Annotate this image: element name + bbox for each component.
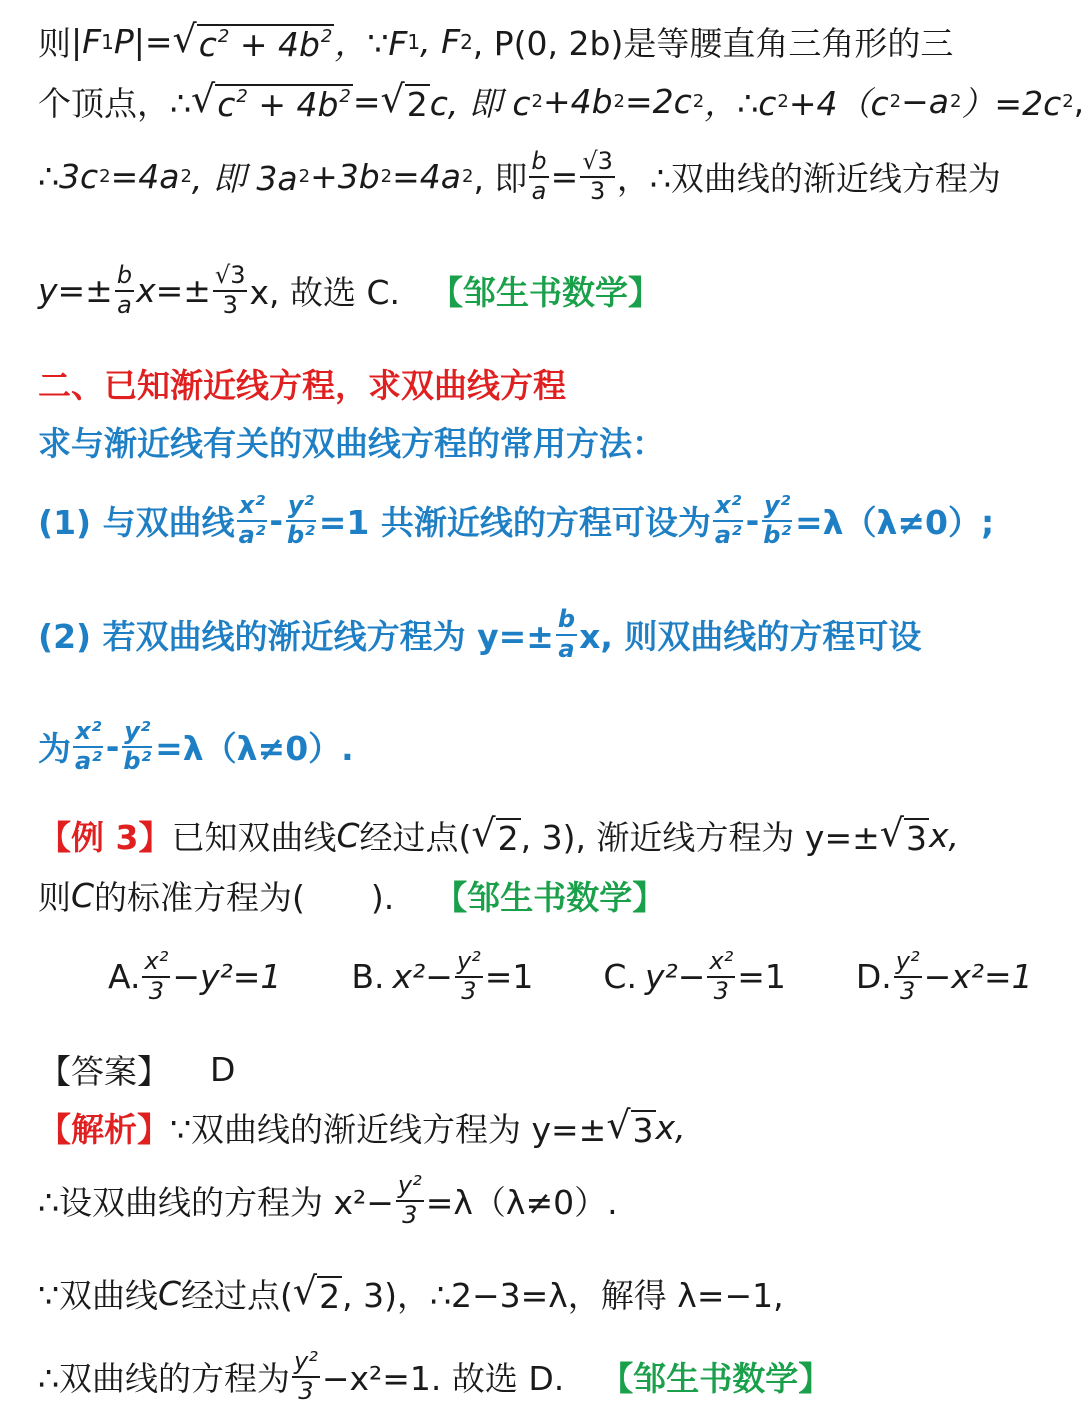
text: P|=	[113, 22, 173, 61]
option-d: D. $\frac{\text{y²}}{3}$ −x²=1	[855, 947, 1033, 1005]
option-b: B. x²− $\frac{\text{y²}}{3}$ =1	[351, 947, 534, 1005]
text: y=±	[38, 271, 113, 311]
fraction: $\frac{\text{y²}}{\text{b²}}$	[123, 717, 152, 775]
fraction: $\frac{\text{x²}}{\text{a²}}$	[238, 491, 266, 549]
fraction: $\frac{√3}{3}$	[582, 147, 613, 205]
sqrt: √ 2	[471, 810, 519, 858]
text: 个顶点，∴	[38, 84, 191, 123]
method-1: (1) 与双曲线 $\frac{\text{x²}}{\text{a²}}$ - $\frac{\text{y²}}{\text{b²}}$ =1 共渐近线的方程可设为 $\frac{\text{x²}}{\text{a²}}$ - $\frac{\text{y²}}{\text{b²}}$ =λ（λ≠0）;	[38, 491, 995, 549]
answer-tag: 【答案】	[38, 1052, 170, 1091]
brand-tag: 【邹生书数学】	[434, 878, 666, 917]
sqrt: √ 3	[879, 810, 927, 858]
text-line-1	[38, 18, 953, 65]
text: ∴3c	[38, 157, 99, 197]
brand-tag: 【邹生书数学】	[430, 273, 662, 313]
text: =	[352, 82, 381, 121]
text: , F	[420, 22, 461, 61]
text: |F	[71, 22, 102, 61]
text-line-2: 个顶点，∴ √ $c^2 + 4b^2$ = √ 2 c, 即 c 2 +4b 2 =2c 2 ，∴c 2 +4（c 2 −a 2 ）=2c 2 ,	[38, 76, 1084, 124]
text: , P(0, 2b)是等腰直角三角形的三	[472, 24, 954, 63]
sqrt: √ 3	[606, 1102, 654, 1150]
fraction: $\frac{\text{y²}}{\text{b²}}$	[763, 491, 791, 549]
subscript: 1	[407, 29, 421, 54]
text: c, 即 c	[429, 84, 531, 123]
brand-tag: 【邹生书数学】	[600, 1359, 832, 1399]
answer-options	[108, 948, 1033, 1005]
fraction: $\frac{b}{a}$	[531, 147, 547, 205]
solution-line-4: ∴双曲线的方程为 $\frac{\text{y²}}{3}$ −x²=1. 故选 D. 【邹生书数学】	[38, 1347, 832, 1405]
subscript: 2	[460, 29, 473, 54]
solution-tag: 【解析】	[38, 1110, 170, 1149]
text: x, 故选 C.	[249, 273, 401, 313]
fraction: $\frac{b}{a}$	[116, 261, 133, 319]
solution-line-3: ∵双曲线 C 经过点( √ 2 , 3)，∴2−3=λ，解得 λ=−1,	[38, 1268, 784, 1316]
section-heading: 二、已知渐近线方程，求双曲线方程	[38, 366, 566, 405]
sqrt: √ 2	[292, 1268, 341, 1316]
sqrt: √ 2	[380, 76, 428, 124]
text-line-4: y=± $\frac{b}{a}$ x=± $\frac{√3}{3}$ x, 故选 C. 【邹生书数学】	[38, 261, 662, 319]
example-line-1: 【例 3】 已知双曲线 C 经过点( √ 2 , 3), 渐近线方程为 y=± √ 3 x,	[38, 810, 959, 858]
fraction: $\frac{\text{x²}}{\text{a²}}$	[714, 491, 742, 549]
answer-value: D	[210, 1050, 236, 1089]
text-line-3: ∴3c 2 =4a 2 , 即 3a 2 +3b 2 =4a 2 , 即 $\frac{b}{a}$ = $\frac{√3}{3}$ ，∴双曲线的渐近线方程为	[38, 147, 1001, 205]
text: 则	[38, 24, 71, 63]
answer-line	[38, 1046, 235, 1093]
fraction: $\frac{\text{x²}}{\text{a²}}$	[75, 717, 102, 775]
option-a: A. $\frac{\text{x²}}{3}$ −y²=1	[108, 947, 282, 1005]
method-intro: 求与渐近线有关的双曲线方程的常用方法：	[38, 424, 665, 463]
text: ，∵F	[334, 24, 408, 63]
fraction: $\frac{√3}{3}$	[214, 261, 246, 319]
option-c: C. y²− $\frac{\text{x²}}{3}$ =1	[603, 947, 786, 1005]
fraction: $\frac{\text{y²}}{3}$	[397, 1171, 422, 1229]
fraction: $\frac{b}{a}$	[557, 605, 576, 663]
method-2-cont: 为 $\frac{\text{x²}}{\text{a²}}$ - $\frac{\text{y²}}{\text{b²}}$ =λ（λ≠0）.	[38, 717, 354, 775]
example-line-2: 则 C 的标准方程为( ). 【邹生书数学】	[38, 872, 665, 919]
solution-line-2: ∴设双曲线的方程为 x²− $\frac{\text{y²}}{3}$ =λ（λ≠0）.	[38, 1171, 618, 1229]
sqrt: √ $c^2 + 4b^2$	[191, 76, 351, 124]
text: ，∴双曲线的渐近线方程为	[616, 159, 1001, 199]
solution-line-1: 【解析】 ∵双曲线的渐近线方程为 y=± √ 3 x,	[38, 1102, 686, 1150]
example-tag: 【例 3】	[38, 818, 172, 857]
sqrt: √ $c^2 + 4b^2$	[172, 16, 333, 64]
subscript: 1	[101, 29, 114, 54]
fraction: $\frac{\text{y²}}{\text{b²}}$	[287, 491, 315, 549]
method-2: (2) 若双曲线的渐近线方程为 y=± $\frac{b}{a}$ x, 则双曲线的方程可设	[38, 605, 922, 663]
fraction: $\frac{\text{y²}}{3}$	[294, 1347, 318, 1405]
